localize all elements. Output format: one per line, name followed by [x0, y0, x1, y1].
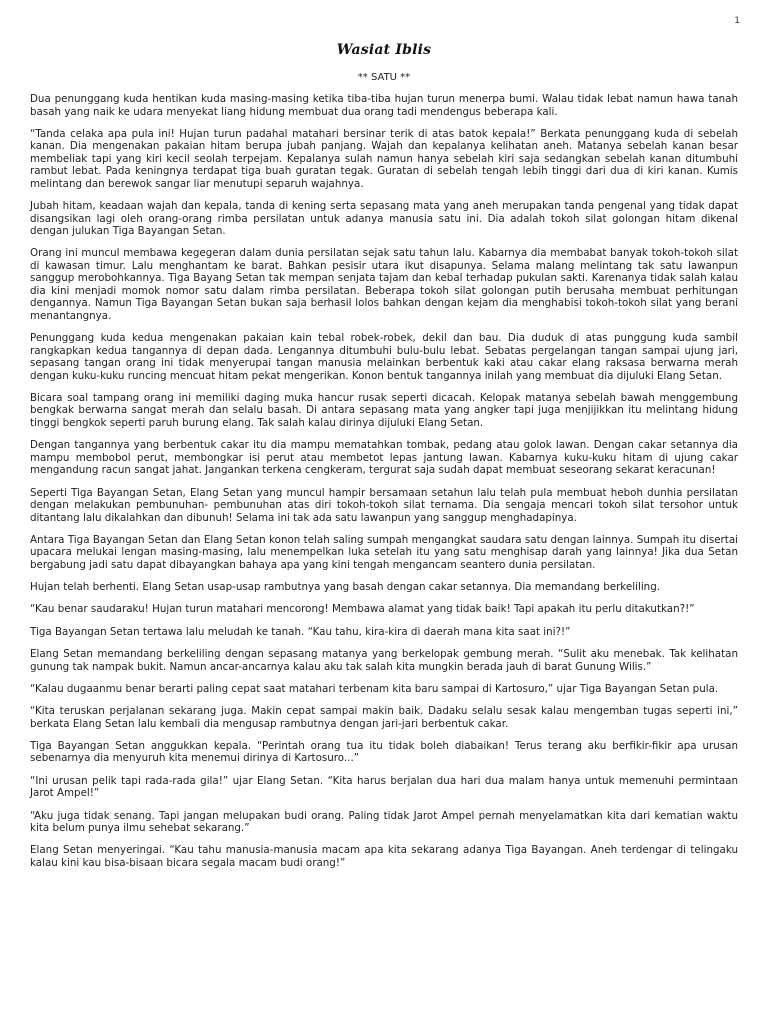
- paragraph: Seperti Tiga Bayangan Setan, Elang Setan yang muncul hampir bersamaan setahun lalu telah pula membuat heboh dunhia persilatan dengan melakukan pembunuhan- pembunuhan atas diri tokoh-tokoh silat ternama. Dia sengaja mencari tokoh silat tersohor untuk ditantang lalu dikalahkan dan dibunuh! Selama ini tak ada satu lawanpun yang sanggup menghadapinya.: [30, 486, 738, 524]
- paragraph: Orang ini muncul membawa kegegeran dalam dunia persilatan sejak satu tahun lalu. Kabarnya dia membabat banyak tokoh-tokoh silat di kawasan timur. Lalu menghantam ke barat. Bahkan pesisir utara ikut disapunya. Selama malang melintang tak satu lawanpun sanggup merobohkannya. Tiga Bayang Setan tak mempan senjata tajam dan kebal terhadap pukulan sakti. Karenanya tidak salah kalau dia kini menjadi momok nomor satu dalam rimba persilatan. Beberapa tokoh silat golongan putih berusaha membuat perhitungan dengannya. Namun Tiga Bayangan Setan bukan saja berhasil lolos bahkan dengan kejam dia menghabisi tokoh-tokoh silat yang berani menantangnya.: [30, 247, 738, 322]
- document-title: Wasiat Iblis: [336, 42, 432, 58]
- paragraph: Tiga Bayangan Setan tertawa lalu meludah ke tanah. “Kau tahu, kira-kira di daerah mana kita saat ini?!”: [30, 625, 571, 638]
- paragraph: Hujan telah berhenti. Elang Setan usap-usap rambutnya yang basah dengan cakar setannya. Dia memandang berkeliling.: [30, 581, 661, 594]
- paragraph: “Tanda celaka apa pula ini! Hujan turun padahal matahari bersinar terik di atas batok kepala!” Berkata penunggang kuda di sebelah kanan. Dia mengenakan pakaian hitam berupa jubah panjang. Wajah dan kepalanya kelihatan aneh. Matanya sebelah kanan besar membeliak tapi yang kiri kecil seolah terpejam. Kepalanya sulah namun hanya sebelah kiri saja sedangkan sebelah kanan ditumbuhi rambut lebat. Pada keningnya terdapat tiga buah guratan tegak. Guratan di sebelah tengah lebih tinggi dari dua di kiri kanan. Kumis melintang dan berewok sangar liar menutupi separuh wajahnya.: [30, 127, 738, 190]
- paragraph: Tiga Bayangan Setan anggukkan kepala. “Perintah orang tua itu tidak boleh diabaikan! Terus terang aku berfikir-fikir apa urusan sebenarnya dia menyuruh kita menemui dirinya di Kartosuro...”: [30, 739, 738, 765]
- paragraph: Antara Tiga Bayangan Setan dan Elang Setan konon telah saling sumpah mengangkat saudara satu dengan lainnya. Sumpah itu disertai upacara melukai lengan masing-masing, lalu menempelkan luka setelah itu yang satu menghisap darah yang lainnya! Jika dua Setan bergabung jadi satu dapat dibayangkan bahaya apa yang kini tengah mengancam seantero dunia persilatan.: [30, 533, 738, 571]
- paragraph: Elang Setan menyeringai. “Kau tahu manusia-manusia macam apa kita sekarang adanya Tiga Bayangan. Aneh terdengar di telingaku kalau kini kau bisa-bisaan bicara segala macam budi orang!”: [30, 844, 738, 869]
- body-text: [30, 93, 738, 879]
- page-number: 1: [734, 16, 740, 26]
- paragraph: “Kalau dugaanmu benar berarti paling cepat saat matahari terbenam kita baru sampai di Kartosuro,” ujar Tiga Bayangan Setan pula.: [30, 682, 719, 695]
- paragraph: “Aku juga tidak senang. Tapi jangan melupakan budi orang. Paling tidak Jarot Ampel pernah menyelamatkan kita dari kematian waktu kita belum punya ilmu sehebat sekarang.”: [30, 809, 738, 835]
- paragraph: Jubah hitam, keadaan wajah dan kepala, tanda di kening serta sepasang mata yang aneh merupakan tanda pengenal yang tidak dapat disangsikan lagi oleh orang-orang rimba persilatan untuk adanya manusia satu ini. Dia adalah tokoh silat golongan hitam dikenal dengan julukan Tiga Bayangan Setan.: [30, 200, 738, 238]
- paragraph: Elang Setan memandang berkeliling dengan sepasang matanya yang berkelopak gembung merah. “Sulit aku menebak. Tak kelihatan gunung tak nampak bukit. Namun ancar-ancarnya kalau aku tak salah kita mungkin berada jauh di barat Gunung Wilis.”: [30, 648, 738, 673]
- paragraph: Penunggang kuda kedua mengenakan pakaian kain tebal robek-robek, dekil dan bau. Dia duduk di atas punggung kuda sambil rangkapkan kedua tangannya di depan dada. Lengannya ditumbuhi bulu-bulu lebat. Sebatas pergelangan tangan sampai ujung jari, sepasang tangan orang ini tidak menyerupai tangan manusia melainkan berbentuk kaki atau cakar elang raksasa berwarna merah dengan kuku-kuku runcing mencuat hitam pekat mengerikan. Konon bentuk tangannya inilah yang membuat dia dijuluki Elang Setan.: [30, 332, 738, 382]
- paragraph: Bicara soal tampang orang ini memiliki daging muka hancur rusak seperti dicacah. Kelopak matanya sebelah bawah menggembung bengkak berwarna sangat merah dan selalu basah. Di antara sepasang mata yang angker tapi juga menjijikkan itu melintang hidung tinggi bengkok seperti paruh burung elang. Tak salah kalau dirinya dijuluki Elang Setan.: [30, 391, 738, 429]
- paragraph: Dengan tangannya yang berbentuk cakar itu dia mampu mematahkan tombak, pedang atau golok lawan. Dengan cakar setannya dia mampu membobol perut, membongkar isi perut atau membetot lepas jantung lawan. Kabarnya kuku-kuku hitam di ujung cakar mengandung racun sangat jahat. Jangankan terkena cengkeram, tergurat saja sudah dapat membuat seseorang sekarat keracunan!: [30, 439, 738, 477]
- paragraph: Dua penunggang kuda hentikan kuda masing-masing ketika tiba-tiba hujan turun menerpa bumi. Walau tidak lebat namun hawa tanah basah yang naik ke udara menyekat liang hidung membuat dua orang tadi mendengus beberapa kali.: [30, 93, 738, 118]
- chapter-heading: ** SATU **: [357, 72, 411, 83]
- paragraph: “Ini urusan pelik tapi rada-rada gila!” ujar Elang Setan. “Kita harus berjalan dua hari dua malam hanya untuk memenuhi permintaan Jarot Ampel!”: [30, 774, 738, 800]
- paragraph: “Kita teruskan perjalanan sekarang juga. Makin cepat sampai makin baik. Dadaku selalu sesak kalau mengemban tugas seperti ini,” berkata Elang Setan lalu kembali dia mengusap rambutnya dengan jari-jari berbentuk cakar.: [30, 705, 738, 730]
- paragraph: “Kau benar saudaraku! Hujan turun matahari mencorong! Membawa alamat yang tidak baik! Tapi apakah itu perlu ditakutkan?!”: [30, 603, 695, 616]
